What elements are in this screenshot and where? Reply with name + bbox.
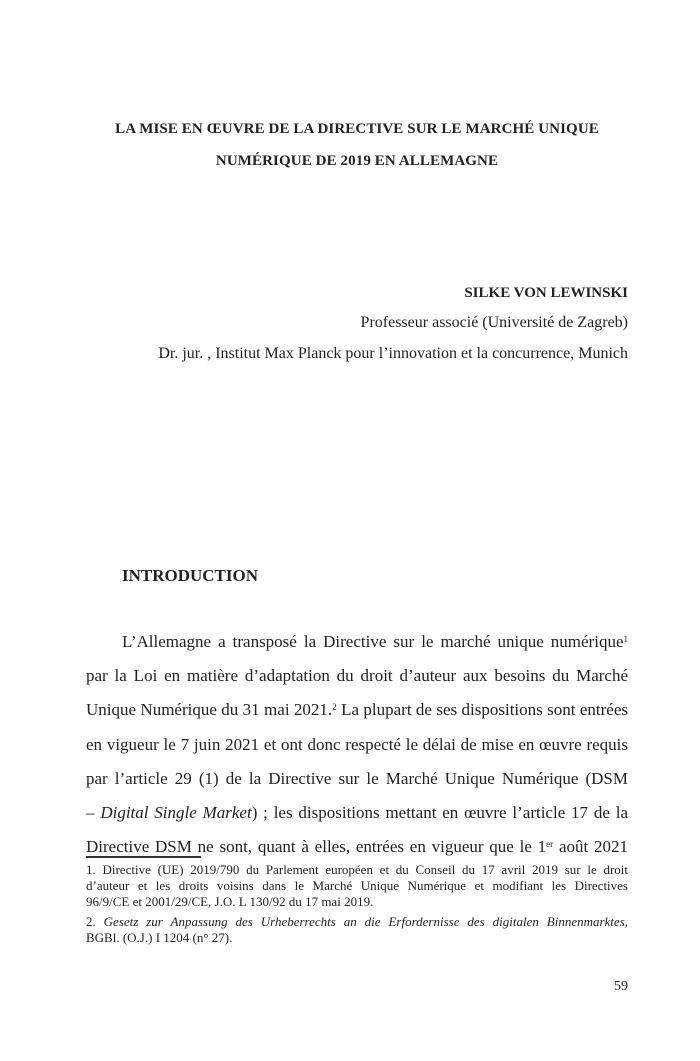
author-name: SILKE VON LEWINSKI (464, 285, 628, 301)
body-text: par la Loi en matière d’adaptation du droit d’auteur aux besoins du Marché (86, 666, 628, 686)
body-text: L’Allemagne a transposé la Directive sur le marché unique numérique (122, 632, 624, 651)
body-text: août 2021 (553, 837, 628, 857)
body-line (86, 830, 628, 864)
body-text: – (86, 802, 101, 822)
footnote-2-line: BGBl. (O.J.) I 1204 (n° 27). (86, 930, 233, 945)
footnotes (86, 862, 628, 946)
footnote-italic-title: Gesetz zur Anpassung des Urheberrechts an die Erfordernisse des digitalen Binnenmarktes (103, 914, 625, 929)
body-text: par l’article 29 (1) de la Directive sur le Marché Unique Numérique (DSM (86, 768, 628, 788)
body-italic-text: Digital Single Market (100, 802, 252, 822)
article-title-line-2: NUMÉRIQUE DE 2019 EN ALLEMAGNE (215, 153, 499, 169)
body-text: Directive DSM ne sont, quant à elles, entrées en vigueur que le 1 (86, 837, 547, 857)
ordinal-superscript: er (546, 839, 554, 850)
body-text: La plupart de ses dispositions sont entrées (336, 700, 628, 720)
footnote-1-line: 96/9/CE et 2001/29/CE, J.O. L 130/92 du 17 mai 2019. (86, 894, 374, 909)
body-paragraph (86, 625, 628, 864)
body-line (86, 693, 628, 727)
body-line (86, 659, 628, 693)
footnote-1-line: d’auteur et les droits voisins dans le Marché Unique Numérique et modifiant les Directives (86, 878, 628, 893)
footnote-1-line: 1. Directive (UE) 2019/790 du Parlement européen et du Conseil du 17 avril 2019 sur le droit (86, 862, 628, 877)
footnote-ref-1[interactable]: 1 (623, 634, 628, 644)
footnote-separator (86, 856, 201, 858)
footnote-2-line (86, 914, 628, 930)
body-text: Unique Numérique du 31 mai 2021. (86, 700, 333, 720)
author-affiliation-2: Dr. jur. , Institut Max Planck pour l’innovation et la concurrence, Munich (158, 345, 628, 362)
body-line (86, 625, 628, 659)
body-line (86, 796, 628, 830)
footnote-text: , (624, 914, 628, 929)
footnote-ref-2[interactable]: 2 (332, 702, 337, 713)
section-heading: INTRODUCTION (122, 566, 259, 585)
body-line (86, 728, 628, 762)
footnote-number: 2. (86, 914, 104, 929)
body-text: ) ; les dispositions mettant en œuvre l’article 17 de la (251, 802, 628, 822)
body-text: en vigueur le 7 juin 2021 et ont donc respecté le délai de mise en œuvre requis (86, 734, 628, 754)
body-line (86, 762, 628, 796)
article-title-line-1: LA MISE EN ŒUVRE DE LA DIRECTIVE SUR LE MARCHÉ UNIQUE (115, 121, 599, 137)
page-number: 59 (614, 979, 628, 994)
author-affiliation-1: Professeur associé (Université de Zagreb) (360, 314, 628, 331)
